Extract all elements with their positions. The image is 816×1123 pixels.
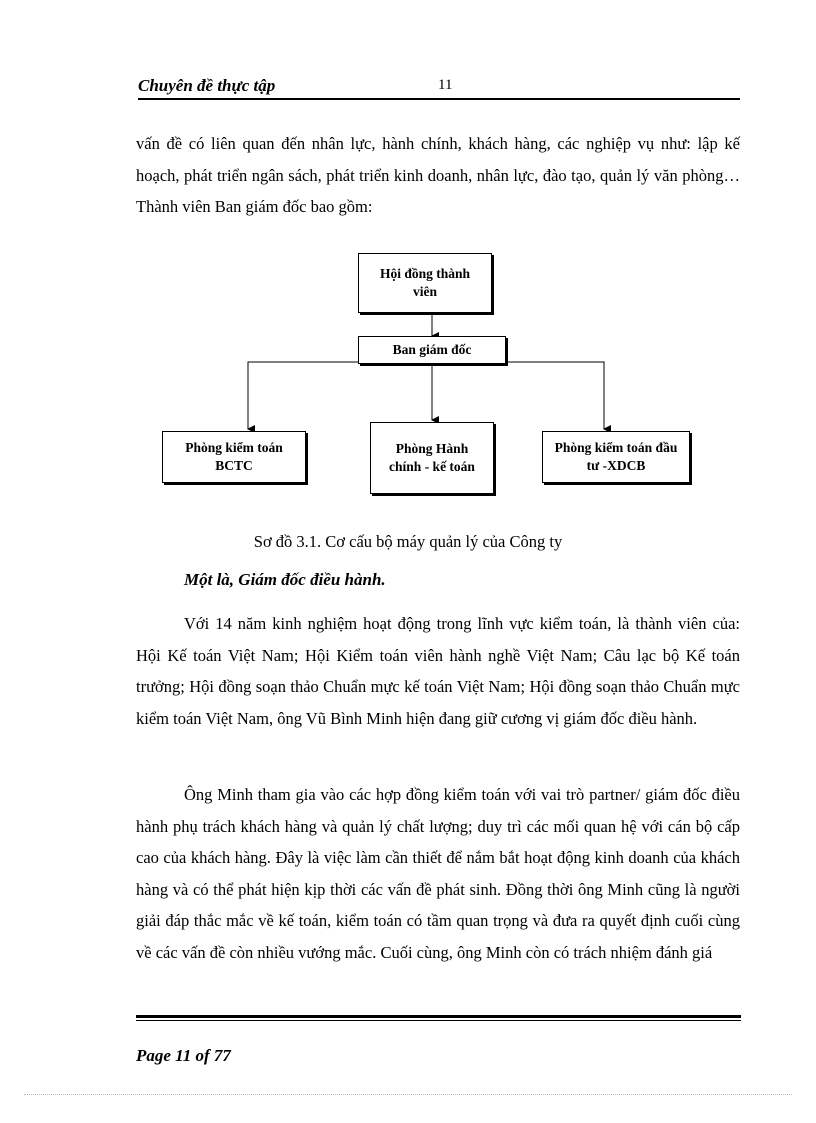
box-hoi-dong-thanh-vien-label: Hội đồng thành viên <box>379 266 471 299</box>
diagram-caption: Sơ đồ 3.1. Cơ cấu bộ máy quản lý của Công ty <box>253 532 563 551</box>
box-phong-kiem-toan-dau-tu-label: Phòng kiểm toán đầu tư -XDCB <box>554 440 678 473</box>
box-phong-kiem-toan-bctc-label: Phòng kiểm toán BCTC <box>185 440 283 473</box>
header-title: Chuyên đề thực tập <box>138 76 276 95</box>
paragraph-1: Với 14 năm kinh nghiệm hoạt động trong lĩnh vực kiểm toán, là thành viên của: Hội Kế toán Việt Nam; Hội Kiểm toán viên hành nghề Việt Nam; Câu lạc bộ Kế toán trưởng; Hội đồng soạn thảo Chuẩn mực kế toán Việt Nam; Hội đồng soạn thảo Chuẩn mực kiểm toán Việt Nam, ông Vũ Bình Minh hiện đang giữ cương vị giám đốc điều hành. <box>136 614 740 728</box>
box-phong-kiem-toan-bctc <box>162 431 306 483</box>
connector-middle-right <box>506 362 604 429</box>
section-subheading: Một là, Giám đốc điều hành. <box>184 570 386 589</box>
box-ban-giam-doc <box>358 336 506 364</box>
connector-middle-left <box>248 362 358 429</box>
box-phong-kiem-toan-dau-tu <box>542 431 690 483</box>
box-ban-giam-doc-label: Ban giám đốc <box>392 342 472 357</box>
box-hoi-dong-thanh-vien <box>358 253 492 313</box>
paragraph-intro: vấn đề có liên quan đến nhân lực, hành chính, khách hàng, các nghiệp vụ như: lập kế hoạch, phát triển ngân sách, phát triển kinh doanh, nhân lực, đào tạo, quản lý văn phòng… Thành viên Ban giám đốc bao gồm: <box>136 134 740 216</box>
box-phong-hanh-chinh-ke-toan <box>370 422 494 494</box>
page-bottom-divider <box>24 1094 792 1095</box>
box-phong-hanh-chinh-ke-toan-label: Phòng Hành chính - kế toán <box>389 441 475 474</box>
footer-page-label: Page 11 of 77 <box>136 1046 231 1065</box>
paragraph-2: Ông Minh tham gia vào các hợp đồng kiểm toán với vai trò partner/ giám đốc điều hành phụ trách khách hàng và quản lý chất lượng; duy trì các mối quan hệ với cán bộ cấp cao của khách hàng. Đây là việc làm cần thiết để nắm bắt hoạt động kinh doanh của khách hàng và có thể phát hiện kịp thời các vấn đề phát sinh. Đồng thời ông Minh cũng là người giải đáp thắc mắc về kế toán, kiểm toán có tầm quan trọng và đưa ra quyết định cuối cùng về các vấn đề còn nhiều vướng mắc. Cuối cùng, ông Minh còn có trách nhiệm đánh giá <box>136 785 740 962</box>
footer-rule-thick <box>136 1015 741 1018</box>
header-page-number: 11 <box>438 77 453 93</box>
footer-rule-thin <box>136 1020 741 1021</box>
